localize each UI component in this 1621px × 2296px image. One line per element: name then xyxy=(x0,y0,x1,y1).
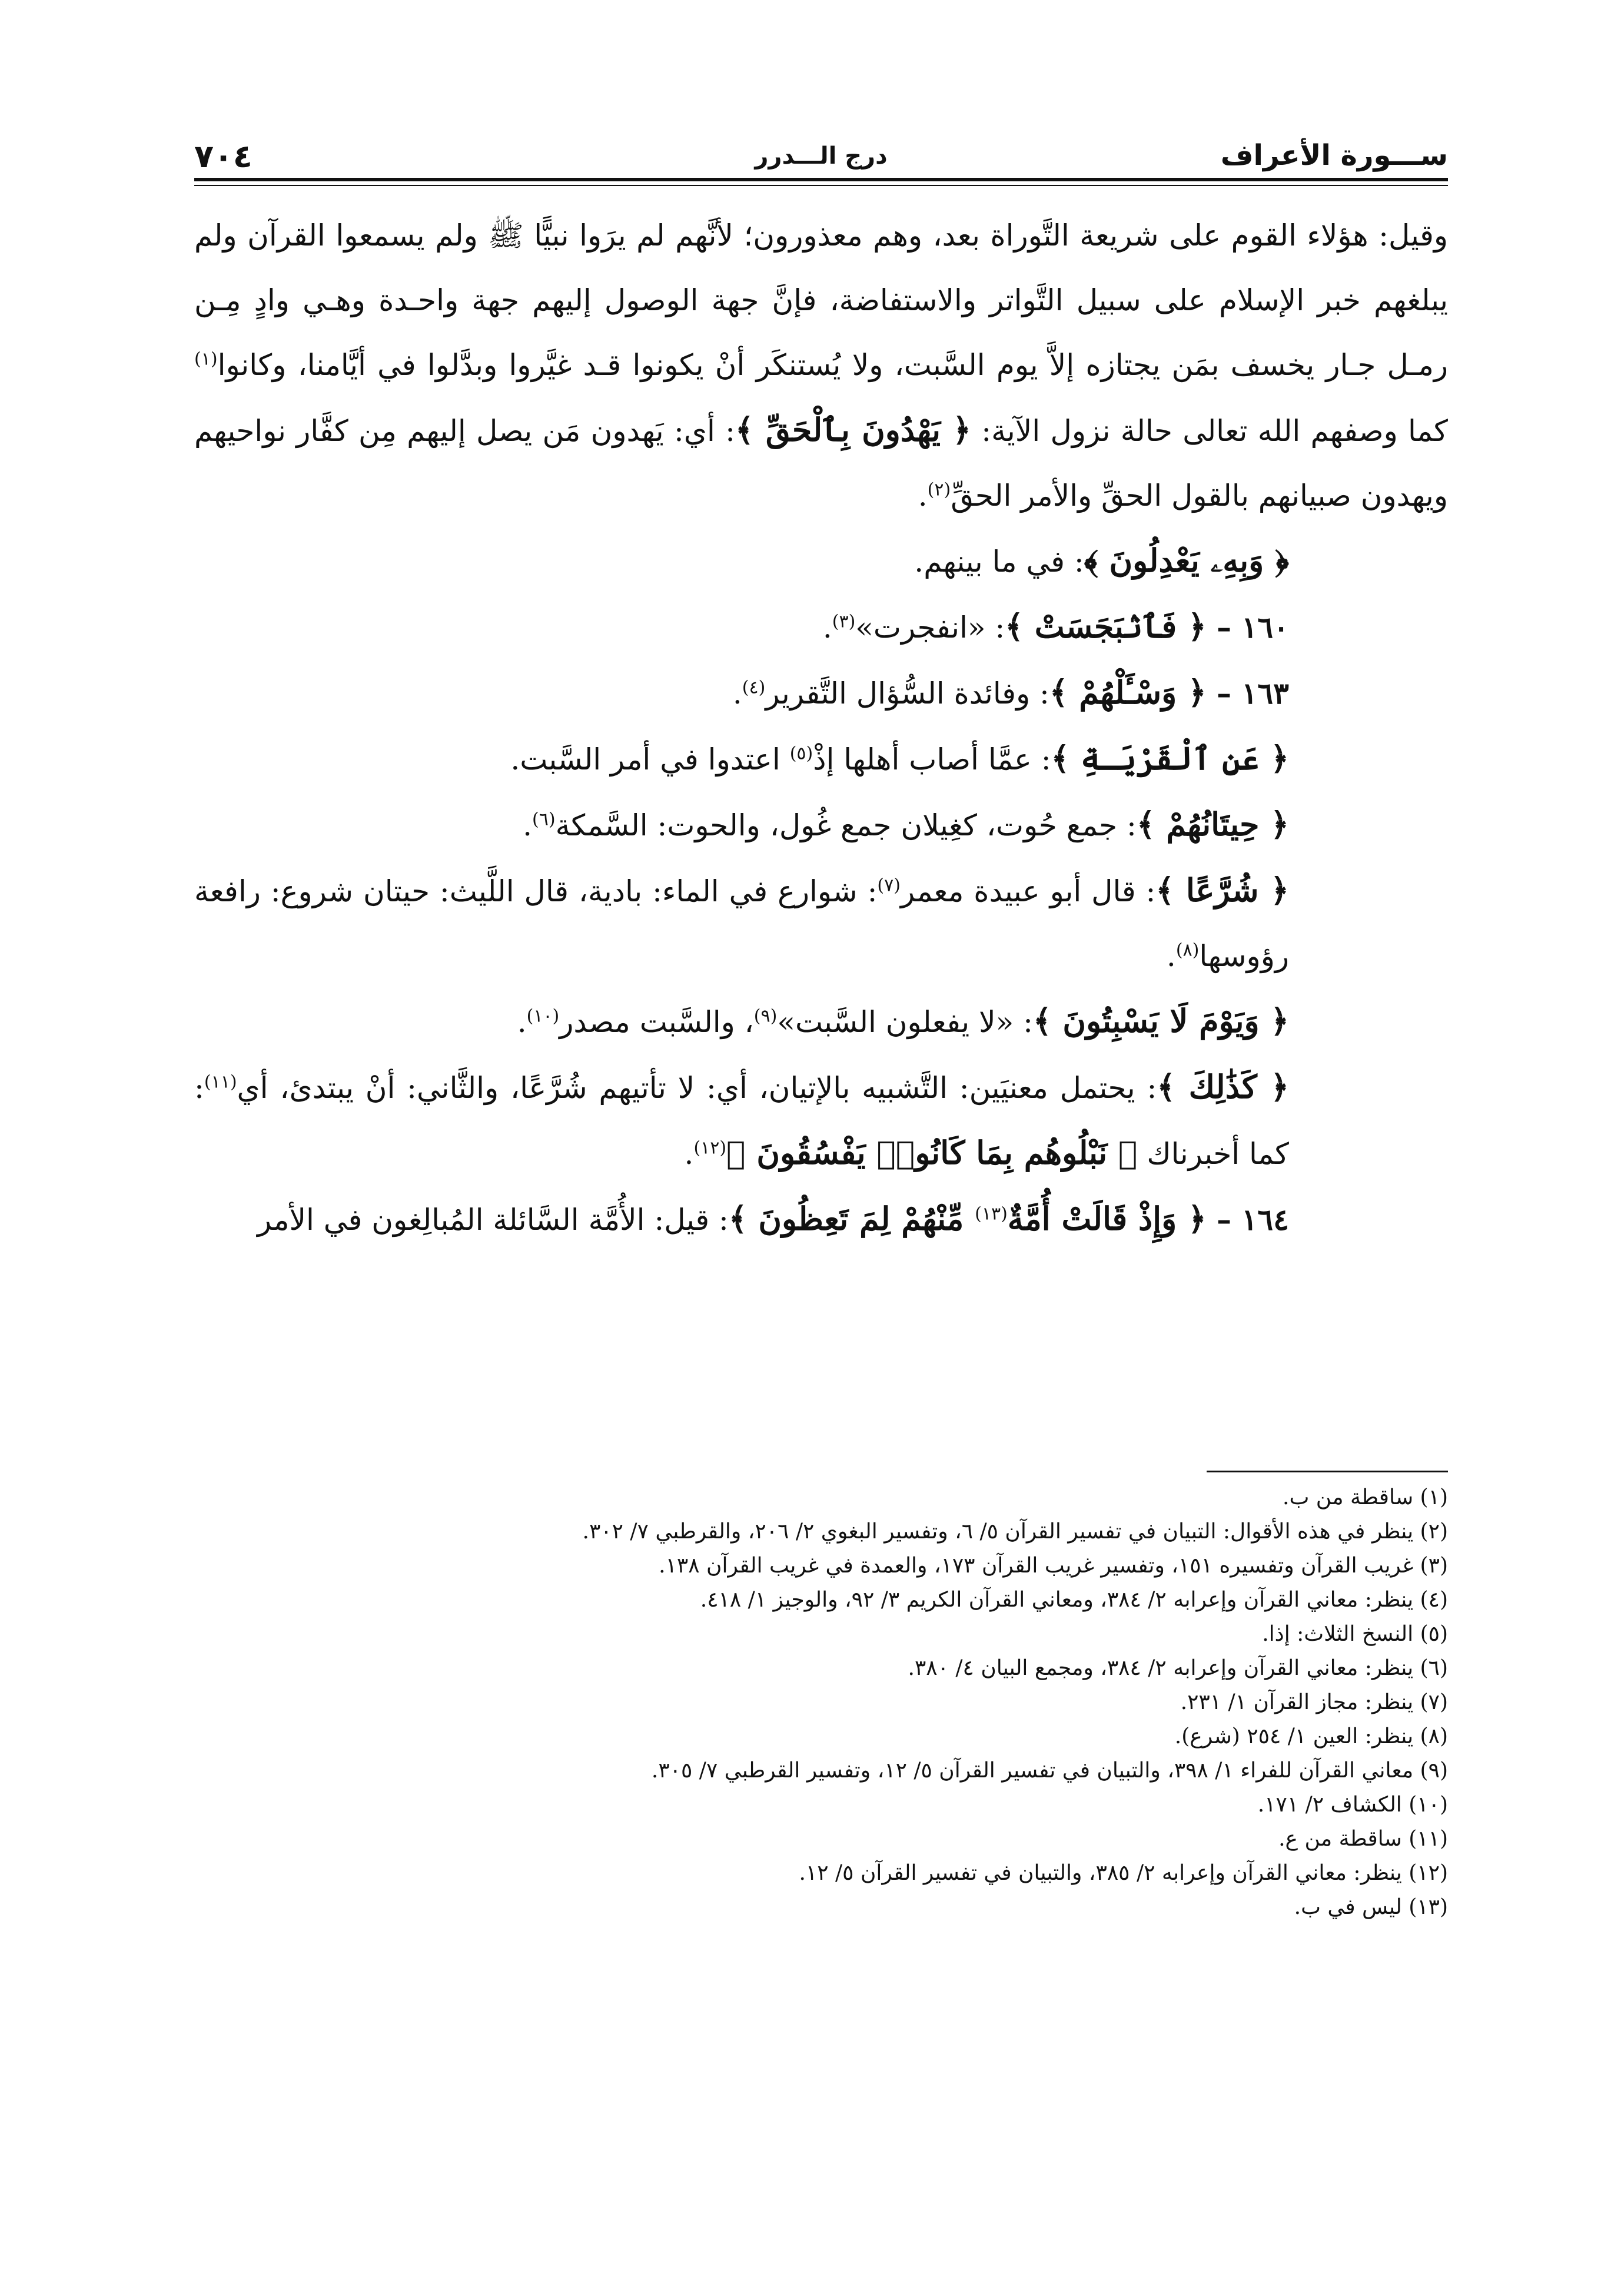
quran-quote: ﴿ وَسْـَٔلْهُمْ ﴾ xyxy=(1049,673,1207,711)
footnote-item: (٨) ينظر: العين ١/ ٢٥٤ (شرع). xyxy=(1174,1724,1448,1748)
page-header xyxy=(194,135,1448,177)
footnote-item: (٤) ينظر: معاني القرآن وإعرابه ٢/ ٣٨٤، ومعاني القرآن الكريم ٣/ ٩٢، والوجيز ١/ ٤١٨. xyxy=(700,1588,1448,1612)
quran-quote: ﴿ كَذَٰلِكَ ﴾ xyxy=(1157,1068,1289,1106)
verse-number: ١٦٠ – xyxy=(1206,610,1289,645)
footnote-ref: (١) xyxy=(194,349,218,370)
header-rule-thick xyxy=(194,178,1448,181)
quran-quote: ﴿ عَنِ ٱلْقَرْيَـةِ ﴾ xyxy=(1051,739,1289,777)
running-head-surah: ســـورة الأعراف xyxy=(1220,139,1448,172)
footnote-ref: (١١) xyxy=(204,1071,237,1093)
footnote-item: (٧) ينظر: مجاز القرآن ١/ ٢٣١. xyxy=(1180,1690,1448,1714)
paragraph-verse-163: ١٦٣ – ﴿ وَسْـَٔلْهُمْ ﴾: وفائدة السُّؤال التَّقرير$^{(٤)}$. xyxy=(732,673,1289,711)
paragraph-verse: ﴿ وَيَوْمَ لَا يَسْبِتُونَ ﴾: «لا يفعلون السَّبت»$^{(٩)}$، والسَّبت مصدر$^{(١٠)}$. xyxy=(517,1002,1289,1040)
page-number: ٧٠٤ xyxy=(194,138,253,175)
footnote-item: (١٠) الكشاف ٢/ ١٧١. xyxy=(1257,1793,1448,1817)
paragraph-verse: ﴿ عَنِ ٱلْقَرْيَـةِ ﴾: عمَّا أصاب أهلها إذْ$^{(٥)}$ اعتدوا في أمر السَّبت. xyxy=(510,739,1289,777)
quran-quote: ﴿ نَبْلُوهُم بِمَا كَانُوا۟ يَفْسُقُونَ ﴾ xyxy=(726,1134,1138,1172)
paragraph-verse: ﴿ شُرَّعًا ﴾: قال أبو عبيدة معمر$^{(٧)}$: شوارع في الماء: بادية، قال اللَّيث: حيتان شروع: رافعة رؤوسها$^{(٨)}$. xyxy=(194,871,1290,973)
footnote-ref: (٤) xyxy=(742,677,766,698)
footnote-item: (٦) ينظر: معاني القرآن وإعرابه ٢/ ٣٨٤، ومجمع البيان ٤/ ٣٨٠. xyxy=(908,1656,1448,1680)
quran-quote: ﴿ فَٱنۢبَجَسَتْ ﴾ xyxy=(1005,608,1207,645)
quran-quote: مِّنْهُمْ لِمَ تَعِظُونَ ﴾ xyxy=(728,1200,975,1237)
quran-quote: ﴿ وَإِذْ قَالَتْ أُمَّةٌ xyxy=(1007,1200,1207,1237)
footnote-item: (٣) غريب القرآن وتفسيره ١٥١، وتفسير غريب القرآن ١٧٣، والعمدة في غريب القرآن ١٣٨. xyxy=(659,1554,1448,1578)
footnote-item: (٩) معاني القرآن للفراء ١/ ٣٩٨، والتبيان في تفسير القرآن ٥/ ١٢، وتفسير القرطبي ٧/ ٣٠٥. xyxy=(651,1759,1448,1783)
paragraph-verse: ﴿ كَذَٰلِكَ ﴾: يحتمل معنيَين: التَّشبيه بالإتيان، أي: لا تأتيهم شُرَّعًا، والثَّاني: أنْ يبتدئ، أي$^{(١١)}$: كما أخبرناك ﴿ نَبْلُوهُم بِمَا كَانُوا۟ يَفْسُقُونَ ﴾$^{(١٢)}$. xyxy=(194,1068,1289,1172)
footnote-ref: (١٠) xyxy=(526,1006,560,1027)
paragraph-verse: ﴿ حِيتَانُهُمْ ﴾: جمع حُوت، كغِيلان جمع غُول، والحوت: السَّمكة$^{(٦)}$. xyxy=(523,805,1289,843)
quran-quote: ﴿ حِيتَانُهُمْ ﴾ xyxy=(1136,805,1289,843)
verse-number: ١٦٣ – xyxy=(1206,676,1289,711)
footnote-ref: (٨) xyxy=(1175,940,1200,961)
footnote-ref: (٣) xyxy=(832,611,856,632)
paragraph-verse-160: ١٦٠ – ﴿ فَٱنۢبَجَسَتْ ﴾: «انفجرت»$^{(٣)}$. xyxy=(822,608,1289,645)
footnote-item: (٢) ينظر في هذه الأقوال: التبيان في تفسير القرآن ٥/ ٦، وتفسير البغوي ٢/ ٢٠٦، والقرطبي ٧/ ٣٠٢. xyxy=(582,1519,1448,1544)
footnotes xyxy=(194,1481,1448,1925)
quran-quote: ﴿ وَيَوْمَ لَا يَسْبِتُونَ ﴾ xyxy=(1032,1002,1289,1040)
footnote-ref: (١٢) xyxy=(693,1137,727,1159)
footnote-separator xyxy=(1207,1471,1448,1472)
paragraph-verse: ﴿ وَبِهِۦ يَعْدِلُونَ ﴾: في ما بينهم. xyxy=(914,542,1289,579)
quran-quote: ﴿ وَبِهِۦ يَعْدِلُونَ ﴾ xyxy=(1084,542,1289,579)
footnote-item: (١٢) ينظر: معاني القرآن وإعرابه ٢/ ٣٨٥، والتبيان في تفسير القرآن ٥/ ١٢. xyxy=(799,1861,1448,1885)
footnote-item: (٥) النسخ الثلاث: إذا. xyxy=(1262,1622,1448,1646)
footnote-ref: (٧) xyxy=(877,875,901,896)
footnote-item: (١) ساقطة من ب. xyxy=(1283,1485,1448,1509)
footnote-ref: (١٣) xyxy=(975,1203,1008,1225)
header-rule-thin xyxy=(194,185,1448,186)
footnote-ref: (٦) xyxy=(532,809,556,830)
footnote-item: (١٣) ليس في ب. xyxy=(1294,1895,1448,1919)
main-text xyxy=(194,203,1448,1428)
footnote-ref: (٥) xyxy=(789,743,813,764)
quran-quote: ﴿ شُرَّعًا ﴾ xyxy=(1155,871,1290,909)
footnote-item: (١١) ساقطة من ع. xyxy=(1278,1827,1448,1851)
verse-number: ١٦٤ – xyxy=(1206,1202,1289,1237)
quran-quote: ﴿ يَهْدُونَ بِٱلْحَقِّ ﴾ xyxy=(735,411,971,449)
footnote-ref: (٩) xyxy=(753,1006,778,1027)
paragraph-verse-164: ١٦٤ – ﴿ وَإِذْ قَالَتْ أُمَّةٌ$^{(١٣)}$ مِّنْهُمْ لِمَ تَعِظُونَ ﴾: قيل: الأُمَّة السَّائلة المُبالِغون في الأمر xyxy=(257,1200,1289,1237)
running-head-book-title: درج الـــدرر xyxy=(755,142,888,170)
footnote-ref: (٢) xyxy=(927,479,951,500)
paragraph-intro: وقيل: هؤلاء القوم على شريعة التَّوراة بعد، وهم معذورون؛ لأنَّهم لم يرَوا نبيًّا ﷺ ولم يسمعوا القرآن ولم يبلغهم خبر الإسلام على سبيل التَّواتر والاستفاضة، فإنَّ جهة الوصول إليهم جهة واحـدة وهـي وادٍ مِـن رمـل جـار يخسف بمَن يجتازه إلاَّ يوم السَّبت، ولا يُستنكَر أنْ يكونوا قـد غيَّروا وبدَّلوا في أيَّامنا، وكانوا$^{(١)}$ كما وصفهم الله تعالى حالة نزول الآية: ﴿ يَهْدُونَ بِٱلْحَقِّ ﴾: أي: يَهدون مَن يصل إليهم مِن كفَّار نواحيهم ويهدون صبيانهم بالقول الحقِّ والأمر الحقِّ$^{(٢)}$. xyxy=(194,218,1448,513)
